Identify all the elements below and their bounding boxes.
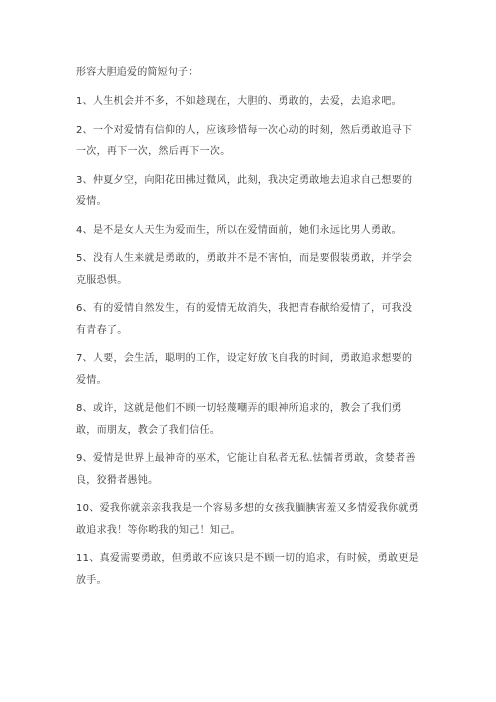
- list-item: 2、一个对爱情有信仰的人，应该珍惜每一次心动的时刻，然后勇敢追寻下一次，再下一次，然后再下一次。: [76, 124, 413, 157]
- list-item: 7、人要，会生活，聪明的工作，设定好放飞自我的时间，勇敢追求想要的爱情。: [76, 353, 413, 386]
- list-item: 9、爱情是世界上最神奇的巫术，它能让自私者无私.怯懦者勇敢，贪婪者善良，狡猾者愚钝。: [76, 453, 416, 486]
- list-item: 1、人生机会并不多，不如趁现在，大胆的、勇敢的，去爱，去追求吧。: [76, 96, 402, 107]
- list-item: 3、仲夏夕空，向阳花田拂过微风，此刻，我决定勇敢地去追求自己想要的爱情。: [76, 174, 413, 207]
- list-item: 11、真爱需要勇敢，但勇敢不应该只是不顾一切的追求，有时候，勇敢更是放手。: [76, 553, 419, 586]
- document-title: 形容大胆追爱的简短句子：: [76, 67, 199, 78]
- list-item: 4、是不是女人天生为爱而生，所以在爱情面前，她们永远比男人勇敢。: [76, 224, 402, 236]
- list-item: 6、有的爱情自然发生，有的爱情无故消失，我把青春献给爱情了，可我没有青春了。: [76, 303, 413, 336]
- list-item: 8、或许，这就是他们不顾一切轻蔑嘲弄的眼神所追求的，教会了我们勇敢，而朋友，教会了我们信任。: [76, 403, 402, 436]
- list-item: 5、没有人生来就是勇敢的，勇敢并不是不害怕，而是要假装勇敢，并学会克服恐惧。: [76, 253, 413, 286]
- list-item: 10、爱我你就亲亲我我是一个容易多想的女孩我腼腆害羞又多情爱我你就勇敢追求我！等你哟我的知己！知己。: [76, 503, 419, 536]
